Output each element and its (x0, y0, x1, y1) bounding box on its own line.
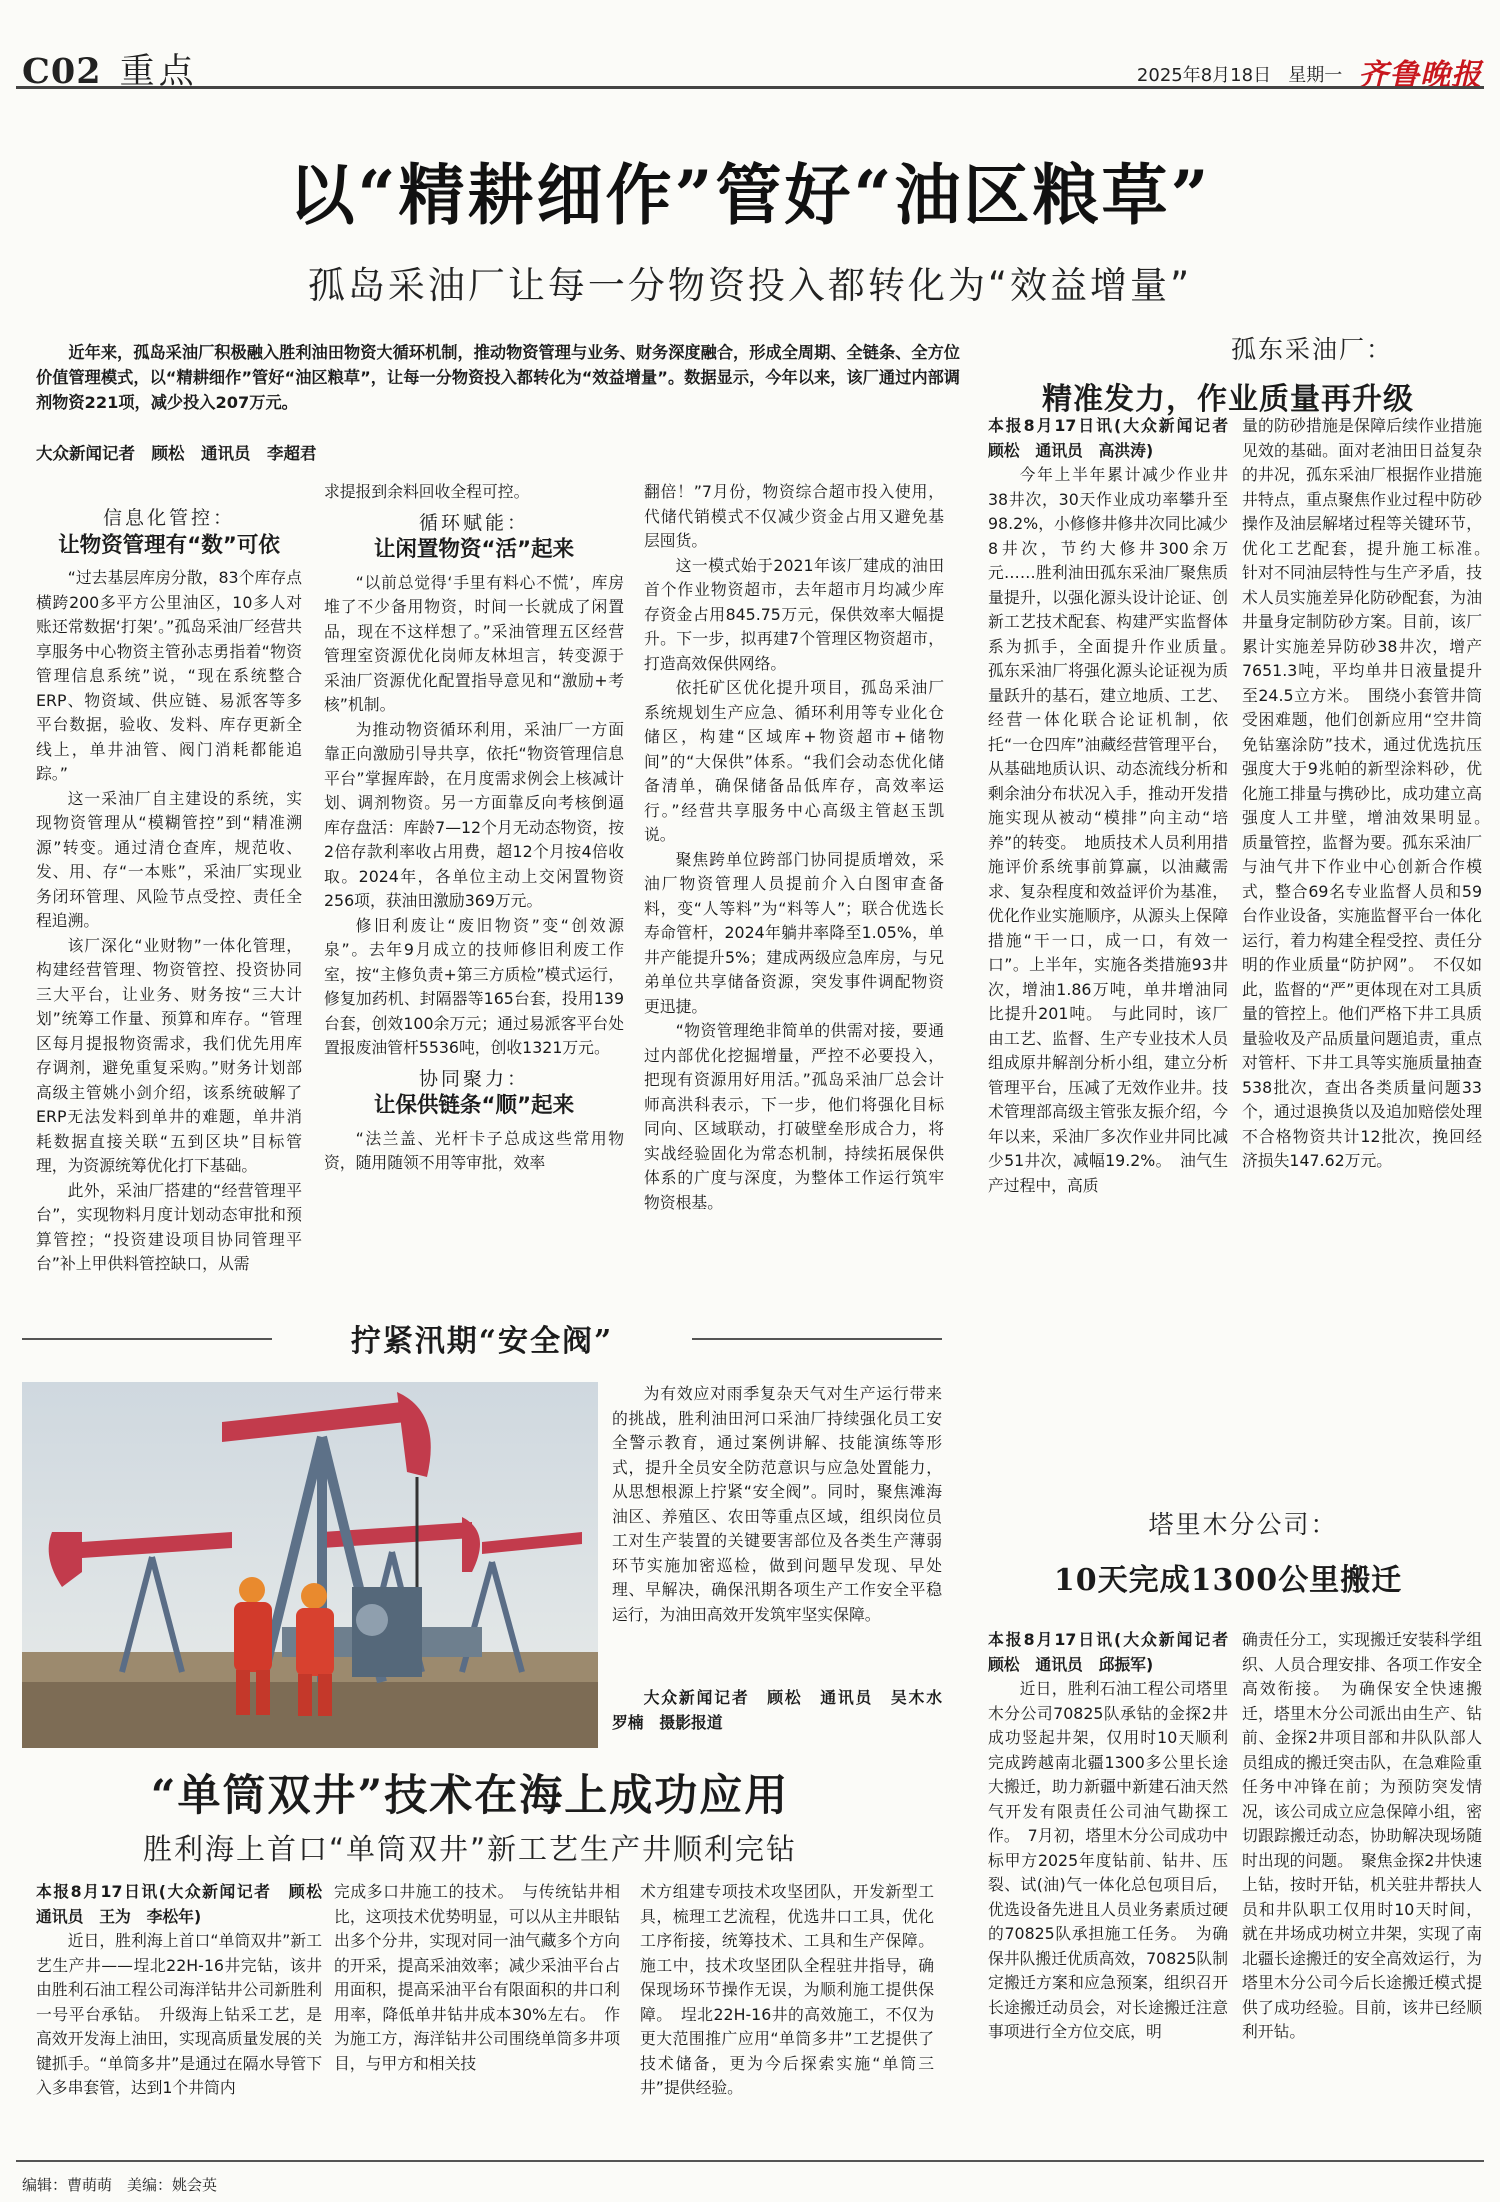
paper-logo: 齐鲁晚报 (1358, 58, 1482, 93)
col1-paragraph: “过去基层库房分散，83个库存点横跨200多平方公里油区，10多人对账还常数据‘打架’。”孤岛采油厂经营共享服务中心物资主管孙志勇指着“物资管理信息系统”说，“现在系统整合ERP、物资域、供应链、易派客等多平台数据，验收、发料、库存更新全线上，单井油管、阀门消耗都能追踪。” (36, 568, 302, 783)
sea-paragraph: 完成多口井施工的技术。 与传统钻井相比，这项技术优势明显，可以从主井眼钻出多个分井，实现对同一油气藏多个方向的开采，提高采油效率；减少采油平台占用面积，提高采油平台有限面积的井口利用率，降低单井钻井成本30%左右。 作为施工方，海洋钻井公司围绕单筒多井项目，与甲方和相关技 (334, 1882, 620, 2073)
tali-column-2 (1242, 1628, 1482, 2045)
gudong-kicker: 孤东采油厂： (1230, 335, 1393, 364)
col3-paragraph: 翻倍！”7月份，物资综合超市投入使用，代储代销模式不仅减少资金占用又避免基层囤货。 (644, 482, 944, 550)
main-column-2 (324, 480, 624, 1176)
header-rule (16, 86, 1484, 89)
gudong-column-1 (988, 414, 1244, 1198)
tali-paragraph: 确责任分工，实现搬迁安装科学组织、人员合理安排、各项工作安全高效衔接。 为确保安全快速搬迁，塔里木分公司派出由生产、钻前、金探2井项目部和井队队部人员组成的搬迁突击队，在急难险重任务中冲锋在前；为预防突发情况，该公司成立应急保障小组，密切跟踪搬迁动态，协助解决现场随时出现的问题。 聚焦金探2井快速上钻，按时开钻，机关驻井帮扶人员和井队职工仅用时10天时间，就在井场成功树立井架，实现了南北疆长途搬迁的安全高效运行，为塔里木分公司今后长途搬迁模式提供了成功经验。目前，该井已经顺利开钻。 (1242, 1630, 1482, 2041)
flood-credit: 大众新闻记者 顾松 通讯员 吴木水 罗楠 摄影报道 (612, 1688, 958, 1732)
sea-column-2 (334, 1880, 620, 2076)
col1-paragraph: 该厂深化“业财物”一体化管理，构建经营管理、物资管控、投资协同三大平台，让业务、财务按“三大计划”统筹工作量、预算和库存。“管理区每月提报物资需求，我们优先用库存调剂，避免重复采购。”财务计划部高级主管姚小剑介绍，该系统破解了ERP无法发料到单井的难题，单井消耗数据直接关联“五到区块”目标管理，为资源统筹优化打下基础。 (36, 935, 302, 1175)
tali-paragraph: 近日，胜利石油工程公司塔里木分公司70825队承钻的金探2井成功竖起井架，仅用时10天顺利完成跨越南北疆1300多公里长途大搬迁，助力新疆中新建石油天然气开发有限责任公司油气勘探工作。 7月初，塔里木分公司成功中标甲方2025年度钻前、钻井、压裂、试(油)气一体化总包项目后，优选设备先进且人员业务素质过硬的70825队承担施工任务。 为确保井队搬迁优质高效，70825队制定搬迁方案和应急预案，组织召开长途搬迁动员会，对长途搬迁注意事项进行全方位交底，明 (988, 1679, 1228, 2041)
col2-continuation: 求提报到余料回收全程可控。 (324, 482, 530, 501)
col2-paragraph: “法兰盖、光杆卡子总成这些常用物资，随用随领不用等审批，效率 (324, 1128, 624, 1172)
gudong-headline: 精准发力，作业质量再升级 (1042, 382, 1414, 417)
sea-paragraph: 近日，胜利海上首口“单筒双井”新工艺生产井——埕北22H-16井完钻，该井由胜利石油工程公司海洋钻井公司新胜利一号平台承钻。 升级海上钻采工艺，是高效开发海上油田，实现高质量发展的关键抓手。“单筒多井”是通过在隔水导管下入多串套管，达到1个井筒内 (36, 1931, 322, 2097)
oilfield-photo (22, 1382, 598, 1748)
main-headline: 以“精耕细作”管好“油区粮草” (288, 156, 1212, 234)
tali-column-1 (988, 1628, 1244, 2045)
col1-kicker: 信息化管控： (102, 507, 235, 529)
col2-kicker-2: 协同聚力： (418, 1067, 529, 1090)
sea-paragraph: 术方组建专项技术攻坚团队，开发新型工具，梳理工艺流程，优选井口工具，优化工序衔接，统筹技术、工具和生产保障。施工中，技术攻坚团队全程驻井指导，确保现场环节操作无误，为顺利施工提供保障。 埕北22H-16井的高效施工，不仅为更大范围推广应用“单筒多井”工艺提供了技术储备，更为今后探索实施“单筒三井”提供经验。 (640, 1882, 934, 2097)
main-lead: 近年来，孤岛采油厂积极融入胜利油田物资大循环机制，推动物资管理与业务、财务深度融合，形成全周期、全链条、全方位价值管理模式，以“精耕细作”管好“油区粮草”，让每一分物资投入都转化为“效益增量”。数据显示，今年以来，该厂通过内部调剂物资221项，减少投入207万元。 (36, 343, 960, 412)
main-column-3 (644, 480, 944, 1215)
col2-subhead: 让闲置物资“活”起来 (373, 537, 575, 562)
sea-dateline: 本报8月17日讯(大众新闻记者 顾松 通讯员 王为 李松年) (36, 1882, 338, 1926)
section-rule-right (692, 1338, 942, 1340)
col1-subhead: 让物资管理有“数”可依 (58, 532, 280, 558)
col3-paragraph: “物资管理绝非简单的供需对接，要通过内部优化挖掘增量，严控不必要投入，把现有资源用好用活。”孤岛采油厂总会计师高洪科表示，下一步，他们将强化目标同向、区域联动，打破壁垒形成合力，将实战经验固化为常态机制，持续拓展保供体系的广度与深度，为整体工作运行筑牢物资根基。 (644, 1021, 944, 1212)
gudong-paragraph: 今年上半年累计减少作业井38井次，30天作业成功率攀升至98.2%，小修修井修井次同比减少8井次，节约大修井300余万元……胜利油田孤东采油厂聚焦质量提升，以强化源头设计论证、创新工艺技术配套、构建严实监督体系为抓手，全面提升作业质量。 孤东采油厂将强化源头论证视为质量跃升的基石，建立地质、工艺、经营一体化联合论证机制，依托“一仓四库”油藏经营管理平台，从基础地质认识、动态流线分析和剩余油分布状况入手，推动开发措施实现从被动“模排”向主动“培养”的转变。 地质技术人员利用措施评价系统事前算赢，以油藏需求、复杂程度和效益评价为基准，优化作业实施顺序，从源头上保障措施“干一口，成一口，有效一口”。上半年，实施各类措施93井次，增油1.86万吨，单井增油同比提升201吨。 与此同时，该厂由工艺、监督、生产专业技术人员组成原井解剖分析小组，建立分析管理平台，压减了无效作业井。技术管理部高级主管张友振介绍，今年以来，采油厂多次作业井同比减少51井次，减幅19.2%。 油气生产过程中，高质 (988, 465, 1244, 1195)
tali-dateline: 本报8月17日讯(大众新闻记者 顾松 通讯员 邱振军) (988, 1630, 1244, 1674)
flood-body: 为有效应对雨季复杂天气对生产运行带来的挑战，胜利油田河口采油厂持续强化员工安全警示教育，通过案例讲解、技能演练等形式，提升全员安全防范意识与应急处置能力，从思想根源上拧紧“安全阀”。同时，聚焦滩海油区、养殖区、农田等重点区域，组织岗位员工对生产装置的关键要害部位及各类生产薄弱环节实施加密巡检，做到问题早发现、早处理、早解决，确保汛期各项生产工作安全平稳运行，为油田高效开发筑牢坚实保障。 (612, 1384, 942, 1624)
sea-subheadline: 胜利海上首口“单筒双井”新工艺生产井顺利完钻 (142, 1832, 798, 1866)
col2-subhead-2: 让保供链条“顺”起来 (373, 1093, 575, 1118)
main-column-1 (36, 500, 302, 1277)
gudong-paragraph: 量的防砂措施是保障后续作业措施见效的基础。面对老油田日益复杂的井况，孤东采油厂根据作业措施井特点，重点聚焦作业过程中防砂操作及油层解堵过程等关键环节，优化工艺配套，提升施工标准。 针对不同油层特性与生产矛盾，技术人员实施差异化防砂配套，为油井量身定制防砂方案。目前，该厂累计实施差异防砂38井次，增产7651.3吨，平均单井日液量提升至24.5立方米。 围绕小套管井筒受困难题，他们创新应用“空井筒免钻塞涂防”技术，通过优选抗压强度大于9兆帕的新型涂料砂，优化施工排量与携砂比，成功建立高强度人工井壁，增油效果明显。 质量管控，监督为要。孤东采油厂与油气井下作业中心创新合作模式，整合69名专业监督人员和59台作业设备，实施监督平台一体化运行，着力构建全程受控、责任分明的作业质量“防护网”。 不仅如此，监督的“严”更体现在对工具质量的管控上。他们严格下井工具质量验收及产品质量问题追责，重点对管杆、下井工具等实施质量抽查538批次，查出各类质量问题33个，通过退换货以及追加赔偿处理不合格物资共计12批次，挽回经济损失147.62万元。 (1242, 416, 1498, 1170)
col3-paragraph: 这一模式始于2021年该厂建成的油田首个作业物资超市，去年超市月均减少库存资金占用845.75万元，保供效率大幅提升。下一步，拟再建7个管理区物资超市，打造高效保供网络。 (644, 555, 944, 673)
col3-paragraph: 聚焦跨单位跨部门协同提质增效，采油厂物资管理人员提前介入白图审查备料，变“人等料”为“料等人”；联合优选长寿命管杆，2024年躺井率降至1.05%，单井产能提升5%；建成两级应急库房，与兄弟单位共享储备资源，突发事件调配物资更迅捷。 (644, 849, 944, 1016)
tali-kicker: 塔里木分公司： (1148, 1510, 1338, 1539)
col2-kicker: 循环赋能： (418, 511, 529, 534)
main-subheadline: 孤岛采油厂让每一分物资投入都转化为“效益增量” (307, 264, 1193, 307)
section-rule-left (22, 1338, 272, 1340)
main-byline: 大众新闻记者 顾松 通讯员 李超君 (36, 444, 317, 463)
page-code: C02 (22, 51, 102, 92)
col2-paragraph: 修旧利废让“废旧物资”变“创效源泉”。去年9月成立的技师修旧利废工作室，按“主修负责+第三方质检”模式运行，修复加药机、封隔器等165台套，投用139台套，创效100余万元；通过易派客平台处置报废油管杆5536吨，创收1321万元。 (324, 915, 624, 1057)
flood-section-title: 拧紧汛期“安全阀” (350, 1324, 614, 1359)
col2-paragraph: 为推动物资循环利用，采油厂一方面靠正向激励引导共享，依托“物资管理信息平台”掌握库龄，在月度需求例会上核减计划、调剂物资。另一方面靠反向考核倒逼库存盘活：库龄7—12个月无动态物资，按2倍存款利率收占用费，超12个月按4倍收取。2024年，各单位主动上交闲置物资256项，获油田激励369万元。 (324, 719, 624, 910)
tali-headline: 10天完成1300公里搬迁 (1053, 1563, 1403, 1598)
tali-header (968, 1505, 1488, 1599)
issue-date: 2025年8月18日 (1136, 65, 1272, 86)
editor-credit: 编辑：曹萌萌 美编：姚会英 (22, 2176, 218, 2194)
gudong-header (968, 330, 1488, 418)
col1-paragraph: 这一采油厂自主建设的系统，实现物资管理从“模糊管控”到“精准溯源”转变。通过清仓查库，规范收、发、用、存“一本账”，采油厂实现业务闭环管理、风险节点受控、责任全程追溯。 (36, 788, 302, 930)
gudong-column-2 (1242, 414, 1498, 1174)
col2-paragraph: “以前总觉得‘手里有料心不慌’，库房堆了不少备用物资，时间一长就成了闲置品，现在不这样想了。”采油管理五区经营管理室资源优化岗师友林坦言，转变源于采油厂资源优化配置指导意见和“激励+考核”机制。 (324, 572, 624, 714)
sea-column-3 (640, 1880, 934, 2101)
sea-column-1 (36, 1880, 338, 2101)
gudong-dateline: 本报8月17日讯(大众新闻记者 顾松 通讯员 高洪涛) (988, 416, 1244, 460)
col1-paragraph: 此外，采油厂搭建的“经营管理平台”，实现物料月度计划动态审批和预算管控；“投资建设项目协同管理平台”补上甲供料管控缺口，从需 (36, 1180, 302, 1273)
issue-weekday: 星期一 (1288, 65, 1343, 86)
col3-paragraph: 依托矿区优化提升项目，孤岛采油厂系统规划生产应急、循环利用等专业化仓储区，构建“区域库+物资超市+储物间”的“大保供”体系。“我们会动态优化储备清单，确保储备品低库存，高效率运行。”经营共享服务中心高级主管赵玉凯说。 (644, 678, 944, 844)
footer-rule (16, 2160, 1484, 2162)
sea-headline: “单筒双井”技术在海上成功应用 (150, 1771, 790, 1821)
section-name: 重点 (119, 52, 198, 92)
